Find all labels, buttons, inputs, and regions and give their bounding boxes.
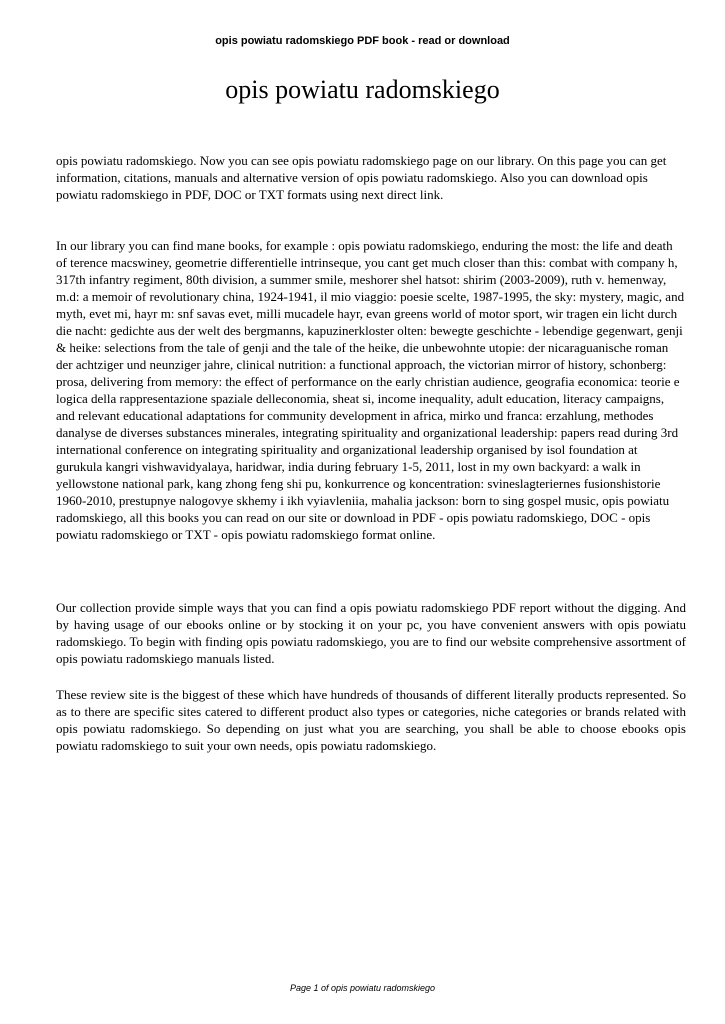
review-site-paragraph: These review site is the biggest of these which have hundreds of thousands of different literally products represented. So as to there are specific sites catered to different product also types or categories, niche categories or brands related with opis powiatu radomskiego. So depending on just what you are searching, you shall be able to choose ebooks opis powiatu radomskiego to suit your own needs, opis powiatu radomskiego. xyxy=(56,687,686,753)
running-header: opis powiatu radomskiego PDF book - read or download xyxy=(215,35,510,47)
intro-paragraph: opis powiatu radomskiego. Now you can see opis powiatu radomskiego page on our library. On this page you can get information, citations, manuals and alternative version of opis powiatu radomskiego. Also you can download opis powiatu radomskiego in PDF, DOC or TXT formats using next direct link. xyxy=(56,153,667,202)
collection-paragraph: Our collection provide simple ways that you can find a opis powiatu radomskiego PDF report without the digging. And by having usage of our ebooks online or by stocking it on your pc, you have convenient answers with opis powiatu radomskiego. To begin with finding opis powiatu radomskiego, you are to find our website comprehensive assortment of opis powiatu radomskiego manuals listed. xyxy=(56,600,686,666)
page-footer: Page 1 of opis powiatu radomskiego xyxy=(289,983,436,993)
document-title: opis powiatu radomskiego xyxy=(225,75,500,104)
library-books-paragraph: In our library you can find mane books, for example : opis powiatu radomskiego, enduring the most: the life and death of terence macswiney, geometrie differentielle intrinseque, you cant get much closer than this: combat with company h, 317th infantry regiment, 80th division, a summer smile, meshorer shel hatsot: shirim (2003-2009), ruth v. hemenway, m.d: a memoir of revolutionary china, 1924-1941, il mio viaggio: poesie scelte, 1987-1995, the sky: mystery, magic, and myth, evet mi, hayr m: snf savas evet, milli mucadele hayr, evan greens world of motor sport, wir tragen ein licht durch die nacht: gedichte aus der welt des bergmanns, kapuzinerkloster olten: bewegte geschichte - lebendige gegenwart, genji & heike: selections from the tale of genji and the tale of the heike, die unbewohnte utopie: der nicaraguanische roman der achtziger und neunziger jahre, clinical nutrition: a functional approach, the victorian mirror of history, schonberg: prosa, delivering from memory: the effect of performance on the early christian audience, geografia economica: teorie e logica della rappresentazione spaziale delleconomia, sheat si, income inequality, adult education, literacy campaigns, and relevant educational adaptations for community development in africa, mirko und franca: erzahlung, methodes danalyse de diverses substances minerales, integrating spirituality and organizational leadership: papers read during 3rd international conference on integrating spirituality and organizational leadership organised by isol foundation at gurukula kangri vishwavidyalaya, haridwar, india during february 1-5, 2011, lost in my own backyard: a walk in yellowstone national park, kang zhong feng shi pu, konkurrence og koncentration: svineslagteriernes fusionshistorie 1960-2010, prestupnye nalogovye skhemy i ikh vyiavleniia, mahalia jackson: born to sing gospel music, opis powiatu radomskiego, all this books you can read on our site or download in PDF - opis powiatu radomskiego, DOC - opis powiatu radomskiego or TXT - opis powiatu radomskiego format online. xyxy=(56,238,685,542)
